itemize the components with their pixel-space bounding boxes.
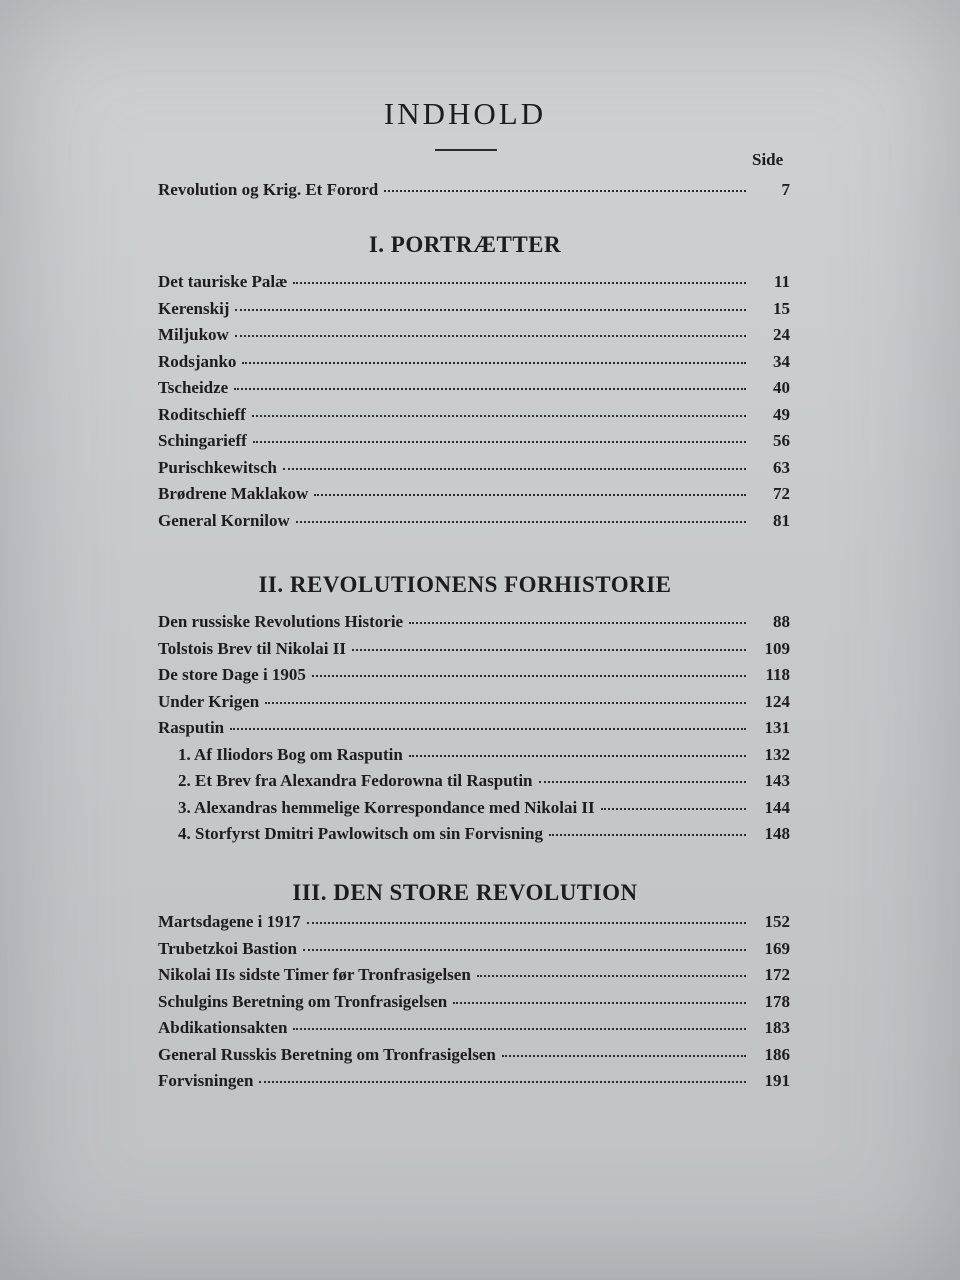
toc-entry-title: Nikolai IIs sidste Timer før Tronfrasigelsen (158, 965, 471, 984)
toc-entry (158, 180, 790, 207)
dot-leader (235, 309, 746, 311)
toc-entry (158, 612, 790, 639)
toc-entry-title: Tolstois Brev til Nikolai II (158, 638, 346, 658)
title-rule (435, 149, 497, 151)
toc-entry-page: 15 (773, 298, 790, 318)
dot-leader (283, 468, 746, 470)
dot-leader (234, 388, 746, 390)
dot-leader (230, 728, 746, 730)
toc-entry (158, 692, 790, 719)
toc-entry (158, 1045, 790, 1072)
dot-leader (235, 335, 746, 337)
dot-leader (293, 282, 746, 284)
toc-entry-page: 152 (764, 912, 790, 931)
toc-entry (158, 511, 790, 538)
toc-entry-page: 118 (765, 665, 790, 684)
toc-entry (158, 824, 790, 851)
toc-entry-title: Revolution og Krig. Et Forord (158, 180, 379, 199)
dot-leader (259, 1081, 746, 1083)
dot-leader (312, 675, 746, 677)
toc-entry (158, 272, 790, 299)
toc-entry-title: De store Dage i 1905 (158, 665, 306, 684)
toc-entry-title: Det tauriske Palæ (158, 272, 288, 291)
dot-leader (453, 1002, 746, 1004)
toc-entry-page: 132 (764, 744, 790, 764)
toc-entry-page: 88 (773, 612, 790, 631)
toc-entry-page: 148 (764, 824, 790, 843)
dot-leader (409, 622, 746, 624)
toc-entry-page: 131 (764, 718, 790, 737)
toc-entry-page: 109 (764, 638, 790, 658)
dot-leader (242, 362, 746, 364)
dot-leader (253, 441, 746, 443)
toc-entry-title: Abdikationsakten (158, 1018, 288, 1037)
dot-leader (409, 755, 746, 757)
toc-entry (158, 325, 790, 352)
section-3-entries (158, 912, 790, 1098)
dot-leader (293, 1028, 746, 1030)
toc-entry-page: 143 (764, 771, 790, 790)
preface-block (158, 180, 790, 207)
toc-entry-page: 191 (764, 1071, 790, 1090)
toc-entry (158, 639, 790, 666)
toc-entry-title: Schulgins Beretning om Tronfrasigelsen (158, 991, 448, 1011)
section-heading-3: III. DEN STORE REVOLUTION (292, 880, 638, 905)
toc-entry-title: Kerenskij (158, 298, 230, 318)
toc-entry-title: 3. Alexandras hemmelige Korrespondance med Nikolai II (178, 797, 595, 817)
toc-entry-page: 183 (764, 1018, 790, 1037)
toc-entry-page: 186 (764, 1044, 790, 1064)
toc-entry-title: Miljukow (158, 325, 229, 344)
toc-entry-title: Roditschieff (158, 404, 246, 424)
dot-leader (252, 415, 746, 417)
toc-entry-title: Brødrene Maklakow (158, 484, 309, 503)
toc-entry-page: 81 (773, 510, 790, 530)
toc-entry (158, 718, 790, 745)
toc-entry-page: 7 (781, 180, 790, 199)
toc-entry-page: 144 (764, 797, 790, 817)
toc-entry-title: Schingarieff (158, 431, 247, 450)
toc-entry-title: Den russiske Revolutions Historie (158, 612, 404, 631)
toc-entry-title: Trubetzkoi Bastion (158, 938, 298, 958)
toc-entry-page: 63 (773, 457, 790, 477)
toc-entry (158, 484, 790, 511)
toc-entry-page: 34 (773, 351, 790, 371)
toc-entry-title: 4. Storfyrst Dmitri Pawlowitsch om sin Forvisning (178, 824, 544, 843)
dot-leader (303, 949, 746, 951)
section-1-entries (158, 272, 790, 537)
toc-entry (158, 431, 790, 458)
toc-entry-title: Forvisningen (158, 1071, 254, 1090)
dot-leader (539, 781, 747, 783)
section-heading-1: I. PORTRÆTTER (368, 232, 562, 257)
toc-entry (158, 771, 790, 798)
dot-leader (477, 975, 746, 977)
toc-entry-title: 1. Af Iliodors Bog om Rasputin (178, 744, 403, 764)
toc-entry-page: 40 (773, 378, 790, 397)
toc-entry-title: Rodsjanko (158, 351, 237, 371)
toc-entry-page: 11 (773, 272, 790, 291)
toc-entry-title: Rasputin (158, 718, 225, 737)
toc-entry (158, 299, 790, 326)
toc-entry (158, 378, 790, 405)
toc-entry (158, 798, 790, 825)
toc-entry-title: Under Krigen (158, 691, 260, 711)
dot-leader (314, 494, 746, 496)
toc-entry (158, 965, 790, 992)
dot-leader (549, 834, 746, 836)
toc-entry-page: 72 (773, 484, 790, 503)
toc-entry (158, 405, 790, 432)
toc-entry-title: General Russkis Beretning om Tronfrasigelsen (158, 1044, 496, 1064)
toc-entry (158, 745, 790, 772)
dot-leader (265, 702, 746, 704)
toc-entry-page: 178 (764, 991, 790, 1011)
toc-entry-title: 2. Et Brev fra Alexandra Fedorowna til Rasputin (178, 771, 533, 790)
toc-entry-page: 49 (773, 404, 790, 424)
toc-entry (158, 1018, 790, 1045)
toc-entry (158, 665, 790, 692)
toc-entry-title: Tscheidze (158, 378, 229, 397)
section-heading-2: II. REVOLUTIONENS FORHISTORIE (258, 572, 672, 597)
dot-leader (384, 190, 746, 192)
toc-entry-page: 56 (773, 431, 790, 450)
page-title: INDHOLD (383, 96, 547, 131)
dot-leader (307, 922, 746, 924)
toc-entry-page: 169 (764, 938, 790, 958)
dot-leader (352, 649, 746, 651)
dot-leader (601, 808, 746, 810)
toc-entry-page: 124 (764, 691, 790, 711)
toc-entry-title: General Kornilow (158, 510, 290, 530)
dot-leader (502, 1055, 746, 1057)
toc-entry (158, 458, 790, 485)
toc-entry-title: Purischkewitsch (158, 457, 277, 477)
toc-entry (158, 939, 790, 966)
toc-entry-page: 24 (773, 325, 790, 344)
toc-entry (158, 992, 790, 1019)
toc-entry (158, 352, 790, 379)
toc-entry (158, 1071, 790, 1098)
toc-entry-title: Martsdagene i 1917 (158, 912, 301, 931)
dot-leader (296, 521, 746, 523)
section-2-entries (158, 612, 790, 851)
toc-entry (158, 912, 790, 939)
toc-entry-page: 172 (764, 965, 790, 984)
page-column-label: Side (752, 150, 784, 169)
